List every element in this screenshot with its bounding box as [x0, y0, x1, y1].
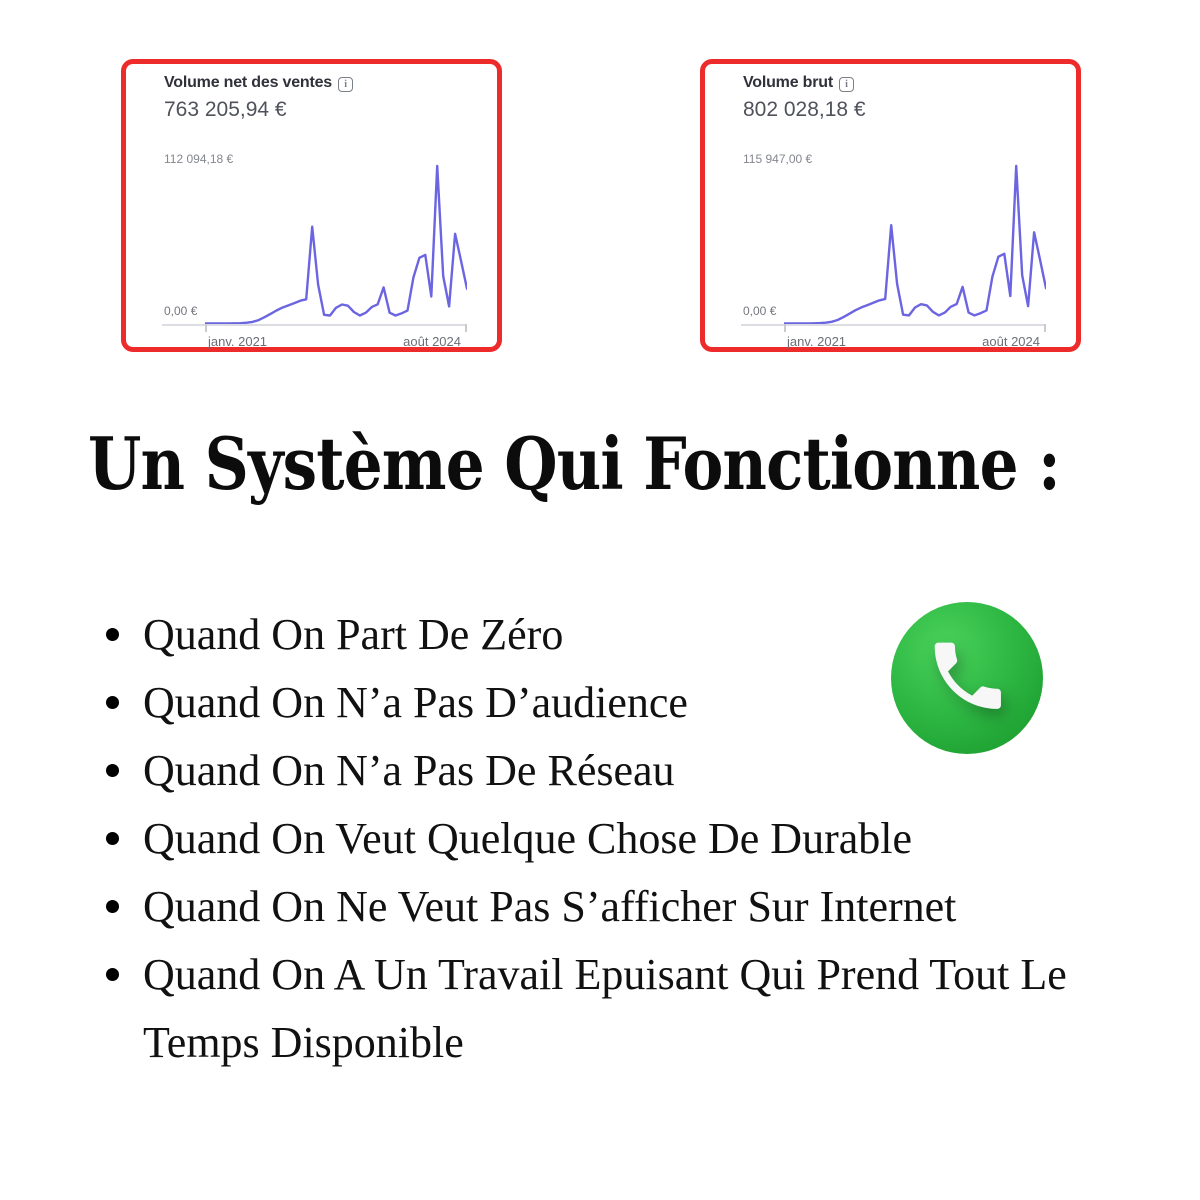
x-axis-line	[162, 324, 467, 326]
chart-title	[164, 74, 353, 92]
line-chart	[205, 159, 467, 327]
list-item: Quand On N’a Pas De Réseau	[143, 737, 1108, 805]
x-axis-tick-end	[1044, 324, 1046, 332]
chart-line	[205, 166, 467, 323]
chart-title	[743, 74, 854, 92]
y-axis-zero-label: 0,00 €	[164, 304, 198, 318]
chart-title-label: Volume brut	[743, 74, 833, 91]
list-item: Quand On Part De Zéro	[143, 601, 1108, 669]
x-axis-start-label: janv. 2021	[208, 334, 268, 349]
x-axis-line	[741, 324, 1046, 326]
x-axis-start-label: janv. 2021	[787, 334, 847, 349]
chart-title-label: Volume net des ventes	[164, 74, 333, 91]
y-axis-max-label: 115 947,00 €	[743, 152, 813, 166]
y-axis-max-label: 112 094,18 €	[164, 152, 234, 166]
x-axis-end-label: août 2024	[982, 334, 1040, 349]
x-axis-tick-start	[784, 324, 786, 332]
page-title: Un Système Qui Fonctionne :	[88, 421, 1060, 506]
annotation-card-gross-volume	[700, 59, 1081, 352]
annotation-card-net-volume	[121, 59, 502, 352]
x-axis-end-label: août 2024	[403, 334, 461, 349]
list-item: Quand On A Un Travail Epuisant Qui Prend Tout Le Temps Disponible	[143, 941, 1108, 1077]
phone-circle	[891, 602, 1043, 754]
list-item: Quand On Ne Veut Pas S’afficher Sur Internet	[143, 873, 1108, 941]
x-axis-tick-start	[205, 324, 207, 332]
total-amount: 763 205,94 €	[164, 98, 287, 121]
y-axis-zero-label: 0,00 €	[743, 304, 777, 318]
x-axis-tick-end	[465, 324, 467, 332]
list-item: Quand On Veut Quelque Chose De Durable	[143, 805, 1108, 873]
line-chart	[784, 159, 1046, 327]
phone-call-icon	[891, 602, 1043, 754]
list-item: Quand On N’a Pas D’audience	[143, 669, 1108, 737]
info-icon: i	[338, 77, 353, 92]
chart-line	[784, 166, 1046, 323]
info-icon: i	[839, 77, 854, 92]
total-amount: 802 028,18 €	[743, 98, 866, 121]
